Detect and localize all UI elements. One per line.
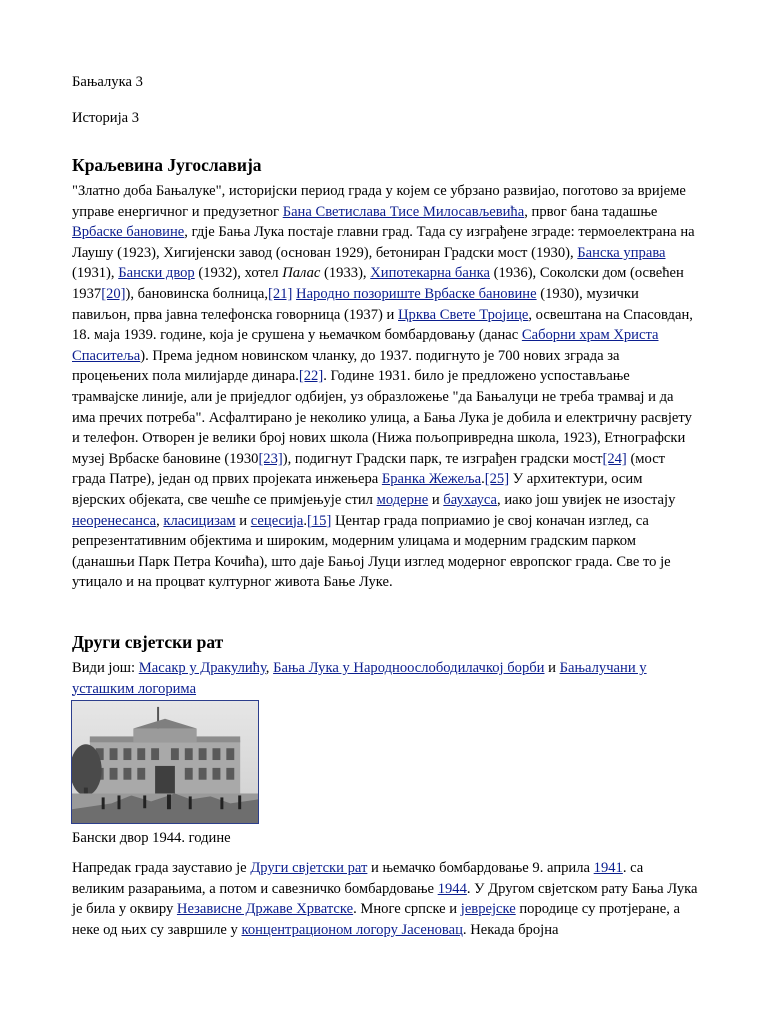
text: (1932), хотел bbox=[194, 265, 283, 282]
link-neorenesansa[interactable]: неоренесанса bbox=[72, 512, 157, 529]
text: и bbox=[235, 512, 251, 529]
text: . са великим разарањима, а потом и савезничко бомбардовање bbox=[72, 860, 644, 897]
text: породице су протјеране, а неке од њих су завршиле у bbox=[72, 901, 680, 938]
link-vrbaska-banovina[interactable]: Врбаске бановине bbox=[72, 224, 185, 241]
text: (1936), Соколски дом (освећен 1937 bbox=[72, 265, 684, 302]
link-klasicizam[interactable]: класицизам bbox=[163, 512, 236, 529]
text: ). Према једном новинском чланку, до 1937. подигнуто је 700 нових зграда за процењених пола милијарде динара. bbox=[72, 347, 620, 385]
link-crkva-svete-trojice[interactable]: Црква Свете Тројице bbox=[398, 306, 529, 323]
link-masakr-drakulic[interactable]: Масакр у Дракулићу bbox=[138, 660, 266, 676]
link-jasenovac[interactable]: концентрационом логору Јасеновац bbox=[241, 921, 463, 938]
text: Напредак града зауставио је bbox=[72, 860, 251, 876]
text: ), бановинска болница, bbox=[125, 285, 269, 302]
link-bauhaus[interactable]: баухауса bbox=[443, 491, 498, 508]
text: , освештана на Спасовдан, 18. маја 1939. године, која је срушена у њемачком бомбардовању (данас bbox=[72, 306, 693, 344]
link-ndh[interactable]: Независне Државе Хрватске bbox=[176, 901, 354, 918]
hotel-name-italic: Палас bbox=[282, 265, 321, 282]
text: (1930), музички павиљон, прва јавна телефонска говорница (1937) и bbox=[72, 285, 639, 323]
link-hipotekarna-banka[interactable]: Хипотекарна банка bbox=[370, 265, 490, 282]
text: ), подигнут Градски парк, те изграђен градски мост bbox=[282, 450, 603, 467]
text: , гдје Бања Лука постаје главни град. Тада су изграђене зграде: термоелектрана на Лаушу (1923), Хигијенски завод (основан 1929), бетониран Градски мост (1930), bbox=[72, 224, 695, 261]
citation-24[interactable]: [24] bbox=[602, 450, 627, 467]
link-secesija[interactable]: сецесија bbox=[250, 512, 304, 529]
photo-banski-dvor[interactable] bbox=[71, 700, 259, 824]
see-also-label: Види још: bbox=[72, 660, 139, 676]
text: . Некада бројна bbox=[462, 921, 559, 938]
text: и bbox=[544, 660, 560, 676]
citation-25[interactable]: [25] bbox=[484, 471, 510, 488]
paragraph-kingdom bbox=[72, 181, 698, 593]
photo-image bbox=[72, 701, 258, 823]
text: (1933), bbox=[320, 265, 371, 282]
link-drugi-svjetski-rat[interactable]: Други свјетски рат bbox=[250, 860, 368, 876]
text: . У Другом свјетском рату Бања Лука је била у оквиру bbox=[72, 880, 698, 918]
text: , bbox=[156, 512, 164, 529]
text: , иако још увијек не изостају bbox=[497, 491, 676, 508]
citation-21[interactable]: [21] bbox=[268, 285, 293, 302]
link-banski-dvor[interactable]: Бански двор bbox=[118, 265, 195, 282]
text: и bbox=[428, 491, 444, 508]
photo-caption: Бански двор 1944. године bbox=[72, 830, 231, 846]
text: . Многе српске и bbox=[353, 901, 461, 918]
paragraph-ww2 bbox=[72, 858, 698, 940]
text: и њемачко бомбардовање 9. априла bbox=[367, 860, 594, 876]
text: . bbox=[303, 512, 308, 529]
text: Центар града поприамио је свој коначан изглед, са репрезентативним објектима и широким, модерним улицама и модерним градским парком (данашњи Парк Петра Кочића), што даје Бањој Луци изглед модерног европског града. Све то је утицало и на процват културног живота Бање Луке. bbox=[72, 512, 671, 591]
text: "Златно доба Бањалуке", историјски период града у којем се убрзано развијао, поготово за вријеме управе енергичног и предузетног bbox=[72, 183, 686, 220]
see-also-line bbox=[72, 658, 698, 699]
link-branko-zezelj[interactable]: Бранка Жежеља bbox=[381, 471, 482, 488]
link-moderna[interactable]: модерне bbox=[376, 491, 429, 508]
link-narodno-pozoriste[interactable]: Народно позориште Врбаске бановине bbox=[296, 285, 537, 302]
citation-20[interactable]: [20] bbox=[101, 285, 126, 302]
heading-kingdom-yugoslavia: Краљевина Југославија bbox=[72, 155, 262, 175]
text: (мост града Патре), један од првих пројеката инжењера bbox=[72, 450, 666, 488]
link-saborni-hram[interactable]: Саборни храм Христа Спаситеља bbox=[72, 327, 659, 364]
text: У архитектури, осим вјерских објеката, све чешће се примјењује стил bbox=[72, 471, 643, 508]
text: (1931), bbox=[72, 265, 119, 282]
text: . bbox=[481, 471, 485, 488]
link-jevrejske[interactable]: јеврејске bbox=[460, 901, 516, 918]
heading-ww2: Други свјетски рат bbox=[72, 632, 224, 652]
breadcrumb-banjaluka: Бањалука 3 bbox=[72, 74, 143, 90]
text: , првог бана тадашње bbox=[524, 203, 658, 220]
text: , bbox=[265, 660, 274, 676]
citation-22[interactable]: [22] bbox=[298, 368, 324, 385]
citation-15[interactable]: [15] bbox=[307, 512, 332, 529]
citation-23[interactable]: [23] bbox=[258, 450, 283, 467]
link-1941[interactable]: 1941 bbox=[593, 860, 623, 876]
link-ustaski-logori[interactable]: Бањалучани у усташким логорима bbox=[72, 660, 647, 697]
text: . Године 1931. било је предложено успостављање трамвајске линије, али је приједлог одбијен, уз образложење "да Бањалуци не треба трамвај и да има пречих потреба". Асфалтирано је неколико улица, а Бања Лука је добила и електричну расвјету и телефон. Отворен је велики број нових школа (Нижа пољопривредна школа, 1923), Етнографски музеј Врбаске бановине (1930 bbox=[72, 368, 692, 467]
link-banska-uprava[interactable]: Банска управа bbox=[577, 244, 666, 261]
link-ban-milosavljevic[interactable]: Бана Светислава Тисе Милосављевића bbox=[282, 203, 525, 220]
breadcrumb-history: Историја 3 bbox=[72, 110, 140, 126]
link-1944[interactable]: 1944 bbox=[437, 880, 467, 897]
link-nob[interactable]: Бања Лука у Народноослободилачкој борби bbox=[273, 660, 545, 676]
